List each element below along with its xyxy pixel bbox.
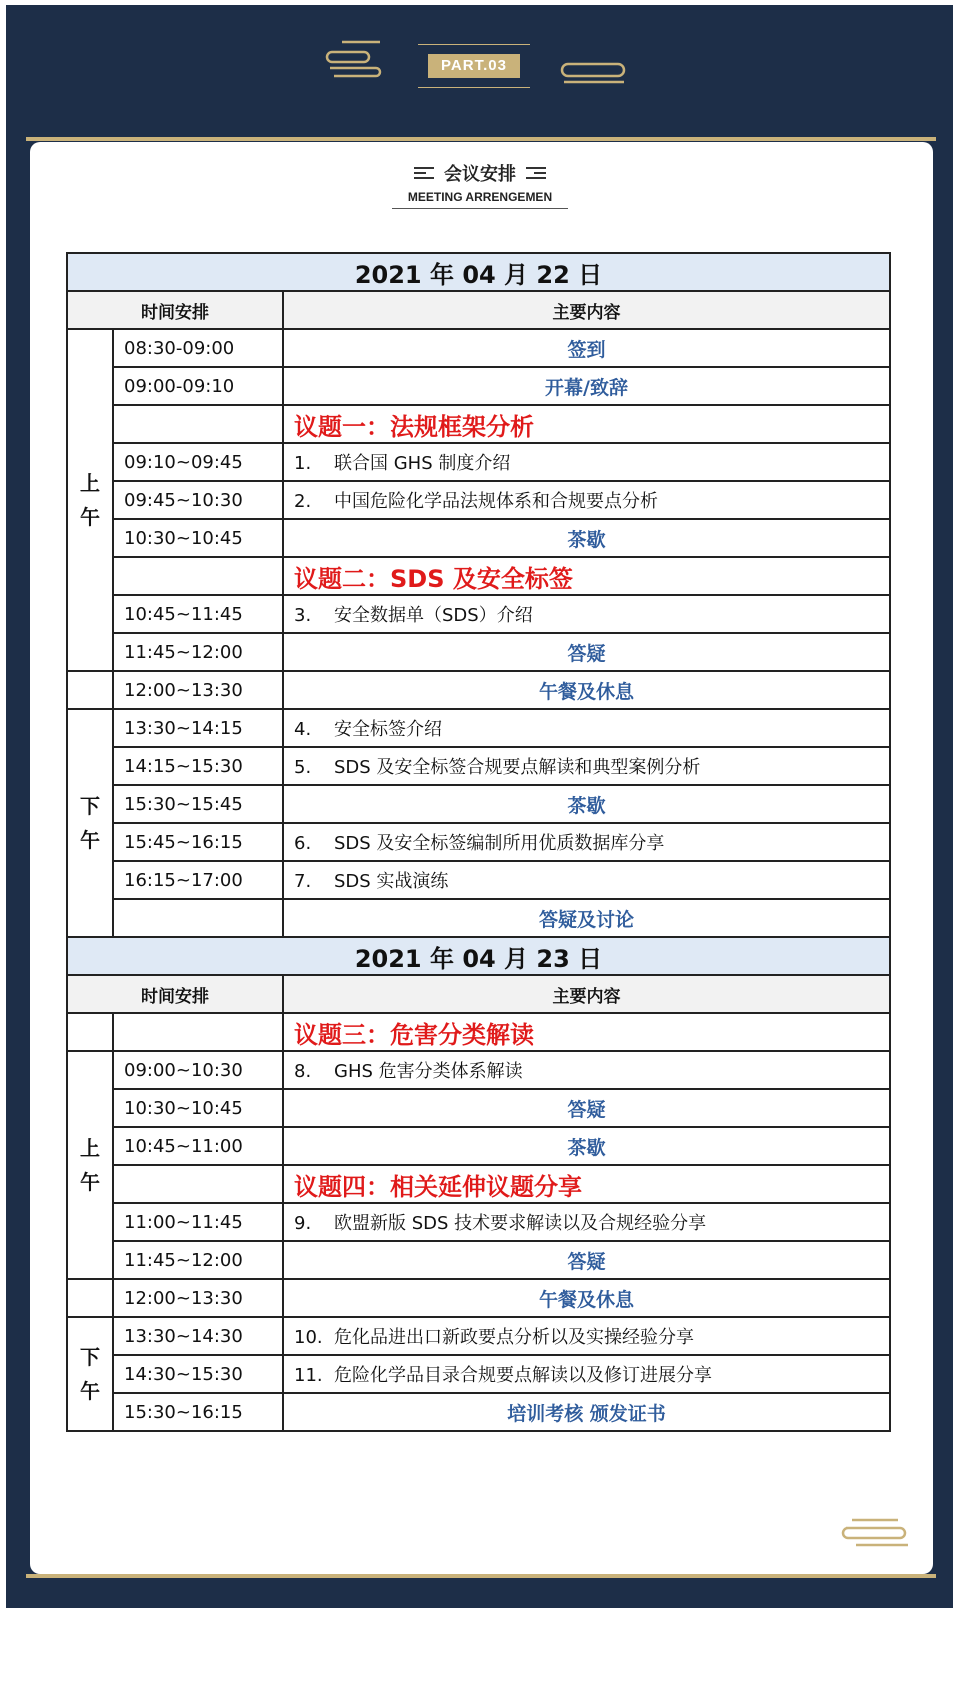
period-label: [67, 671, 113, 709]
item-number: 5.: [294, 757, 312, 778]
table-row: [67, 595, 890, 633]
item-number: 1.: [294, 453, 312, 474]
agenda-item: [283, 1051, 890, 1089]
period-label: [67, 1013, 113, 1051]
time-cell: 08:30-09:00: [113, 329, 283, 367]
table-row: [67, 367, 890, 405]
table-row: [67, 1241, 890, 1279]
table-row: [67, 557, 890, 595]
period-label: 上 午: [67, 1051, 113, 1279]
part-label: PART.03: [428, 54, 520, 78]
table-row: [67, 899, 890, 937]
agenda-item: [283, 1355, 890, 1393]
time-cell: 10:45~11:45: [113, 595, 283, 633]
item-text: SDS 实战演练: [334, 871, 449, 892]
period-label: 下 午: [67, 1317, 113, 1431]
period-label: 上 午: [67, 329, 113, 671]
time-cell: 09:10~09:45: [113, 443, 283, 481]
agenda-item: [283, 595, 890, 633]
heading-subtitle: MEETING ARRENGEMEN: [392, 190, 568, 209]
agenda-item: [283, 709, 890, 747]
time-cell: 10:45~11:00: [113, 1127, 283, 1165]
item-number: 4.: [294, 719, 312, 740]
agenda-table: [66, 252, 891, 1432]
table-row: [67, 1317, 890, 1355]
agenda-item: [283, 861, 890, 899]
time-cell: [113, 557, 283, 595]
table-row: [67, 1165, 890, 1203]
session-label: 午餐及休息: [283, 1279, 890, 1317]
date-label: 2021 年 04 月 22 日: [67, 253, 890, 291]
agenda-item: [283, 481, 890, 519]
item-text: 欧盟新版 SDS 技术要求解读以及合规经验分享: [334, 1213, 707, 1234]
item-text: 安全标签介绍: [334, 719, 442, 740]
topic-heading: 议题四：相关延伸议题分享: [283, 1165, 890, 1203]
time-cell: 15:30~15:45: [113, 785, 283, 823]
item-number: 6.: [294, 833, 312, 854]
session-label: 开幕/致辞: [283, 367, 890, 405]
date-row: [67, 937, 890, 975]
table-row: [67, 1355, 890, 1393]
table-row: [67, 405, 890, 443]
table-row: [67, 1089, 890, 1127]
item-text: SDS 及安全标签合规要点解读和典型案例分析: [334, 757, 701, 778]
item-text: 危险化学品目录合规要点解读以及修订进展分享: [334, 1365, 712, 1386]
gold-divider-top: [26, 137, 936, 141]
time-cell: [113, 405, 283, 443]
heading-lines-icon: [414, 164, 434, 182]
time-cell: 15:30~16:15: [113, 1393, 283, 1431]
session-label: 答疑: [283, 1089, 890, 1127]
column-header-content: 主要内容: [283, 291, 890, 329]
time-cell: 13:30~14:30: [113, 1317, 283, 1355]
table-row: [67, 633, 890, 671]
time-cell: 12:00~13:30: [113, 1279, 283, 1317]
table-row: [67, 1051, 890, 1089]
item-text: SDS 及安全标签编制所用优质数据库分享: [334, 833, 665, 854]
session-label: 午餐及休息: [283, 671, 890, 709]
item-number: 10.: [294, 1327, 323, 1348]
time-cell: 11:45~12:00: [113, 1241, 283, 1279]
item-number: 7.: [294, 871, 312, 892]
table-row: [67, 481, 890, 519]
heading-lines-icon: [526, 164, 546, 182]
table-row: [67, 1279, 890, 1317]
table-row: [67, 443, 890, 481]
session-label: 培训考核 颁发证书: [283, 1393, 890, 1431]
column-header-time: 时间安排: [67, 975, 283, 1013]
item-text: GHS 危害分类体系解读: [334, 1061, 523, 1082]
item-number: 8.: [294, 1061, 312, 1082]
session-label: 茶歇: [283, 785, 890, 823]
time-cell: 09:00~10:30: [113, 1051, 283, 1089]
gold-divider-bottom: [26, 1574, 936, 1578]
table-row: [67, 823, 890, 861]
table-row: [67, 1127, 890, 1165]
time-cell: 10:30~10:45: [113, 1089, 283, 1127]
item-number: 2.: [294, 491, 312, 512]
agenda-item: [283, 443, 890, 481]
session-label: 茶歇: [283, 1127, 890, 1165]
item-number: 3.: [294, 605, 312, 626]
session-label: 答疑: [283, 633, 890, 671]
header-row: [67, 975, 890, 1013]
topic-heading: 议题一：法规框架分析: [283, 405, 890, 443]
section-heading: [0, 160, 960, 209]
agenda-item: [283, 1203, 890, 1241]
topic-heading: 议题三：危害分类解读: [283, 1013, 890, 1051]
column-header-time: 时间安排: [67, 291, 283, 329]
agenda-item: [283, 823, 890, 861]
item-text: 危化品进出口新政要点分析以及实操经验分享: [334, 1327, 694, 1348]
time-cell: 15:45~16:15: [113, 823, 283, 861]
time-cell: 09:45~10:30: [113, 481, 283, 519]
time-cell: 14:15~15:30: [113, 747, 283, 785]
item-text: 中国危险化学品法规体系和合规要点分析: [334, 491, 658, 512]
part-badge: [418, 44, 530, 88]
time-cell: [113, 899, 283, 937]
date-label: 2021 年 04 月 23 日: [67, 937, 890, 975]
table-row: [67, 671, 890, 709]
item-number: 11.: [294, 1365, 323, 1386]
topic-heading: 议题二：SDS 及安全标签: [283, 557, 890, 595]
table-row: [67, 709, 890, 747]
session-label: 茶歇: [283, 519, 890, 557]
scroll-ornament-icon: [838, 1516, 914, 1550]
table-row: [67, 1203, 890, 1241]
header-row: [67, 291, 890, 329]
time-cell: 10:30~10:45: [113, 519, 283, 557]
date-row: [67, 253, 890, 291]
time-cell: 13:30~14:15: [113, 709, 283, 747]
agenda-item: [283, 1317, 890, 1355]
time-cell: 09:00-09:10: [113, 367, 283, 405]
session-label: 签到: [283, 329, 890, 367]
session-label: 答疑: [283, 1241, 890, 1279]
scroll-ornament-icon: [320, 38, 390, 82]
time-cell: 12:00~13:30: [113, 671, 283, 709]
table-row: [67, 861, 890, 899]
table-row: [67, 1013, 890, 1051]
time-cell: 14:30~15:30: [113, 1355, 283, 1393]
time-cell: 11:00~11:45: [113, 1203, 283, 1241]
session-label: 答疑及讨论: [283, 899, 890, 937]
agenda-item: [283, 747, 890, 785]
time-cell: [113, 1165, 283, 1203]
period-label: 下 午: [67, 709, 113, 937]
table-row: [67, 519, 890, 557]
table-row: [67, 785, 890, 823]
time-cell: [113, 1013, 283, 1051]
column-header-content: 主要内容: [283, 975, 890, 1013]
table-row: [67, 329, 890, 367]
heading-title: 会议安排: [444, 164, 516, 185]
item-number: 9.: [294, 1213, 312, 1234]
period-label: [67, 1279, 113, 1317]
time-cell: 11:45~12:00: [113, 633, 283, 671]
table-row: [67, 747, 890, 785]
item-text: 安全数据单（SDS）介绍: [334, 605, 533, 626]
table-row: [67, 1393, 890, 1431]
time-cell: 16:15~17:00: [113, 861, 283, 899]
item-text: 联合国 GHS 制度介绍: [334, 453, 511, 474]
scroll-ornament-icon: [558, 58, 630, 88]
